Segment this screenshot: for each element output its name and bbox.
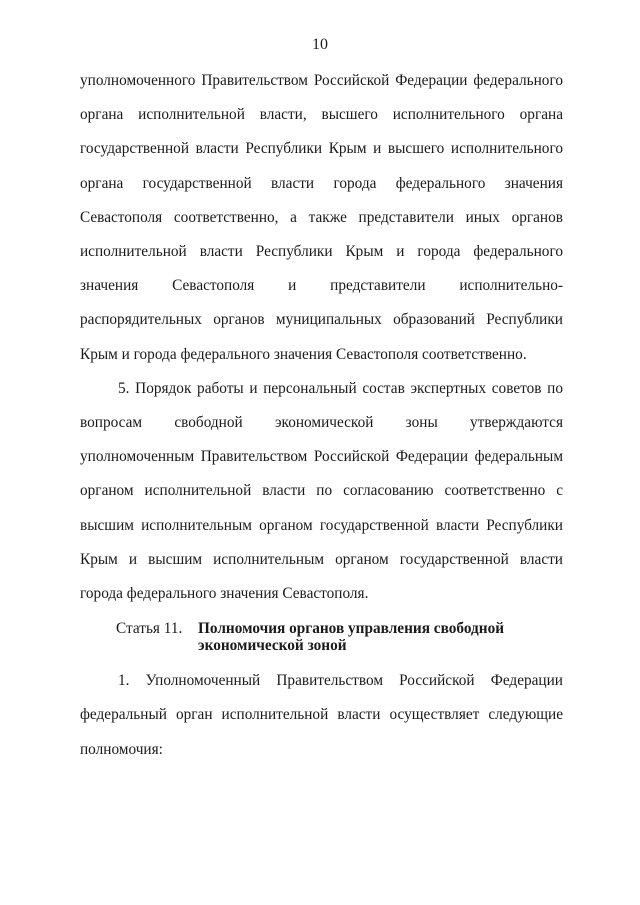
article-heading [80, 620, 563, 654]
paragraph-item-5: 5. Порядок работы и персональный состав экспертных советов по вопросам свободной экономической зоны утверждаются уполномоченным Правительством Российской Федерации федеральным органом исполнительной власти по согласованию соответственно с высшим исполнительным органом государственной власти Республики Крым и высшим исполнительным органом государственной власти города федерального значения Севастополя. [80, 379, 563, 603]
document-body [80, 64, 563, 767]
page-number: 10 [312, 36, 328, 53]
paragraph-item-1: 1. Уполномоченный Правительством Российской Федерации федеральный орган исполнительной власти осуществляет следующие полномочия: [80, 672, 563, 758]
article-title: Полномочия органов управления свободной экономической зоной [198, 620, 505, 655]
paragraph-continuation: уполномоченного Правительством Российской Федерации федерального органа исполнительной власти, высшего исполнительного органа государственной власти Республики Крым и высшего исполнительного органа государственной власти города федерального значения Севастополя соответственно, а также представители иных органов исполнительной власти Республики Крым и города федерального значения Севастополя и представители исполнительно-распорядительных органов муниципальных образований Республики Крым и города федерального значения Севастополя соответственно. [80, 72, 563, 363]
article-label: Статья 11. [116, 620, 183, 638]
